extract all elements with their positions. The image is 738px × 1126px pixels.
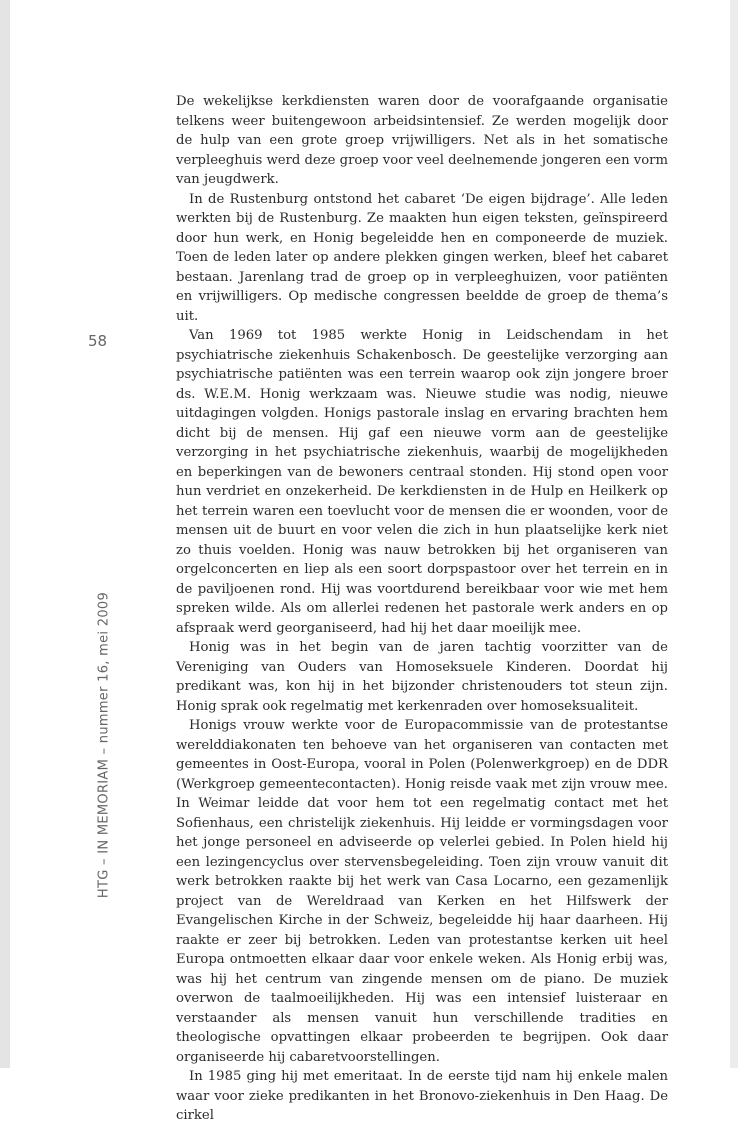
scan-right-edge	[730, 0, 738, 1068]
page-number: 58	[88, 332, 108, 350]
paragraph-6: In 1985 ging hij met emeritaat. In de eerste tijd nam hij enkele malen waar voor zieke predikanten in het Bronovo-ziekenhuis in Den Haag. De cirkel	[176, 1069, 668, 1123]
paragraph-1: De wekelijkse kerkdiensten waren door de voorafgaande organisatie telkens weer buitengewoon arbeidsintensief. Ze werden mogelijk door de hulp van een grote groep vrijwilligers. Net als in het somatische verpleeghuis werd deze groep voor veel deelnemende jongeren een vorm van jeugdwerk.	[176, 94, 668, 187]
paragraph-4: Honig was in het begin van de jaren tachtig voorzitter van de Vereniging van Ouders van Homoseksuele Kinderen. Doordat hij predikant was, kon hij in het bijzonder christenouders tot steun zijn. Honig sprak ook regelmatig met kerkenraden over homoseksualiteit.	[176, 640, 668, 714]
paragraph-2: In de Rustenburg ontstond het cabaret ‘De eigen bijdrage’. Alle leden werkten bij de Rustenburg. Ze maakten hun eigen teksten, geïnspireerd door hun werk, en Honig begeleidde hen en componeerde de muziek. Toen de leden later op andere plekken gingen werken, bleef het cabaret bestaan. Jarenlang trad de groep op in verpleeghuizen, voor patiënten en vrijwilligers. Op medische congressen beeldde de groep de thema’s uit.	[176, 191, 668, 324]
scan-left-edge	[0, 0, 10, 1068]
paragraph-3: Van 1969 tot 1985 werkte Honig in Leidschendam in het psychiatrische ziekenhuis Schakenbosch. De geestelijke verzorging aan psychiatrische patiënten was een terrein waarop ook zijn jongere broer ds. W.E.M. Honig werkzaam was. Nieuwe studie was nodig, nieuwe uitdagingen volgden. Honigs pastorale inslag en ervaring brachten hem dicht bij de mensen. Hij gaf een nieuwe vorm aan de geestelijke verzorging in het psychiatrische ziekenhuis, waarbij de mogelijkheden en beperkingen van de bewoners centraal stonden. Hij stond open voor hun verdriet en onzekerheid. De kerkdiensten in de Hulp en Heilkerk op het terrein waren een toevlucht voor de mensen die er woonden, voor de mensen uit de buurt en voor velen die zich in hun plaatselijke kerk niet zo thuis voelden. Honig was nauw betrokken bij het organiseren van orgelconcerten en liep als een soort dorpspastoor over het terrein en in de paviljoenen rond. Hij was voortdurend bereikbaar voor wie met hem spreken wilde. Als om allerlei redenen het pastorale werk anders en op afspraak werd georganiseerd, had hij het daar moeilijk mee.	[176, 328, 668, 636]
paragraph-5: Honigs vrouw werkte voor de Europacommissie van de protestantse werelddiakonaten ten behoeve van het organiseren van contacten met gemeentes in Oost-Europa, vooral in Polen (Polenwerkgroep) en de DDR (Werkgroep gemeentecontacten). Honig reisde vaak met zijn vrouw mee. In Weimar leidde dat voor hem tot een regelmatig contact met het Sofienhaus, een christelijk ziekenhuis. Hij leidde er vormingsdagen voor het jonge personeel en adviseerde op velerlei gebied. In Polen hield hij een lezingencyclus over stervensbegeleiding. Toen zijn vrouw vanuit dit werk betrokken raakte bij het werk van Casa Locarno, een gezamenlijk project van de Wereldraad van Kerken en het Hilfswerk der Evangelischen Kirche in der Schweiz, begeleidde hij haar daarheen. Hij raakte er zeer bij betrokken. Leden van protestantse kerken uit heel Europa ontmoetten elkaar daar voor enkele weken. Als Honig erbij was, was hij het centrum van zingende mensen om de piano. De muziek overwon de taalmoeilijkheden. Hij was een intensief luisteraar en verstaander als mensen vanuit hun verschillende tradities en theologische opvattingen elkaar probeerden te begrijpen. Ook daar organiseerde hij cabaretvoorstellingen.	[176, 718, 668, 1065]
running-head: HTG – IN MEMORIAM – nummer 16, mei 2009	[96, 591, 112, 899]
body-text	[176, 92, 668, 1126]
